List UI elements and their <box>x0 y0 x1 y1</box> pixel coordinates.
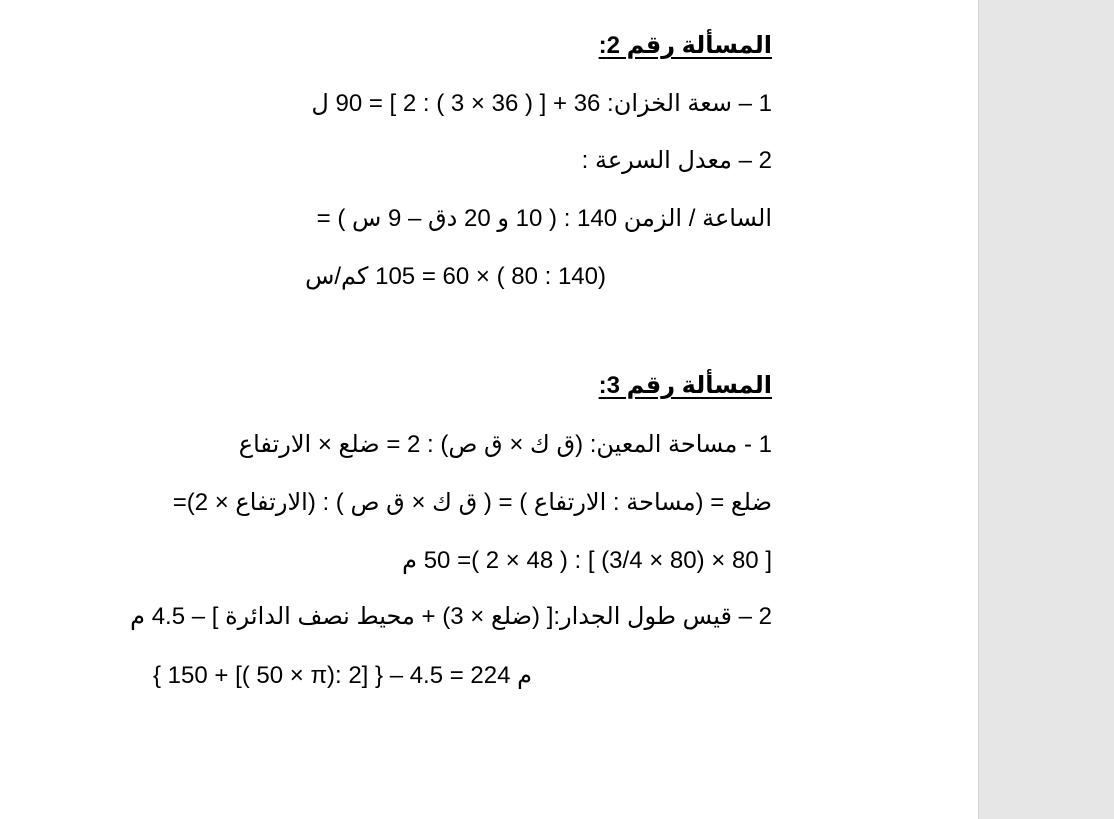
problem-3-line-3: [ 80 × (80 × 3/4) ] : ( 48 × 2 )= 50 م <box>402 547 772 574</box>
problem-3-line-1: 1 - مساحة المعين: (ق ك × ق ص) : 2 = ضلع × الارتفاع <box>238 431 772 458</box>
problem-2-line-1: 1 – سعة الخزان: 36 + [ ( 36 × 3 ) : 2 ] = 90 ل <box>311 90 772 117</box>
problem-3-line-4: 2 – قيس طول الجدار:[ (ضلع × 3) + محيط نصف الدائرة ] – 4.5 م <box>130 603 772 630</box>
side-pane <box>978 0 1114 819</box>
problem-2-line-3: الساعة / الزمن 140 : ( 10 و 20 دق – 9 س ) = <box>316 205 772 232</box>
problem-2-line-2: 2 – معدل السرعة : <box>581 147 772 174</box>
problem-2-line-4: (140 : 80 ) × 60 = 105 كم/س <box>305 263 606 290</box>
problem-2-heading: المسألة رقم 2: <box>598 32 772 59</box>
problem-3-line-2: ضلع = (مساحة : الارتفاع ) = ( ق ك × ق ص ) : (الارتفاع × 2)= <box>172 489 772 516</box>
problem-3-line-5: { 150 + [( 50 × π): 2] } – 4.5 = 224 م <box>152 662 532 689</box>
problem-3-heading: المسألة رقم 3: <box>598 372 772 399</box>
